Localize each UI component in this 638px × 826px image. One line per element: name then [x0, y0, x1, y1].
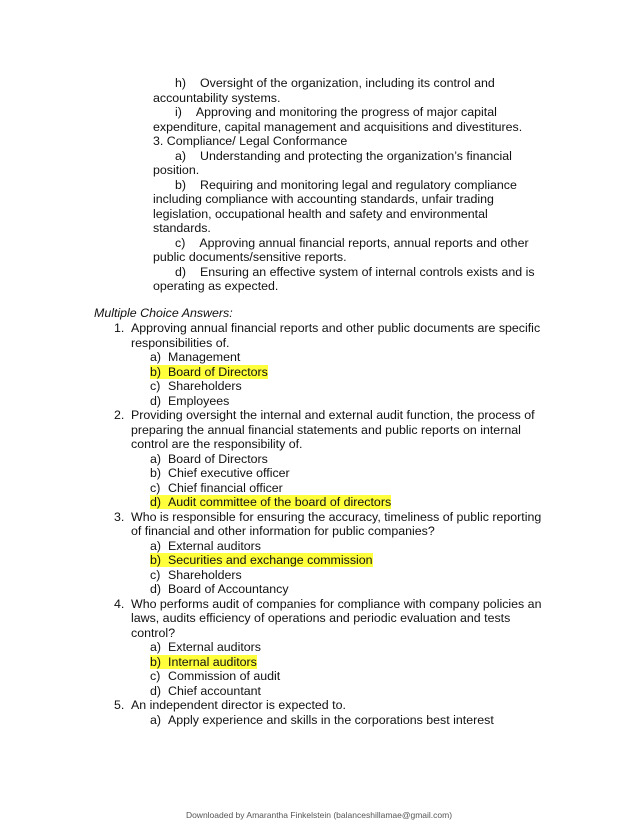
- upper-line: [153, 192, 553, 207]
- answer-option: [131, 350, 554, 365]
- line-text: position.: [153, 163, 200, 177]
- option-label: c): [150, 567, 161, 582]
- option-text: Shareholders: [168, 567, 242, 582]
- question-item: [94, 408, 554, 510]
- item-label: h): [175, 76, 187, 90]
- upper-line: [153, 91, 553, 106]
- multiple-choice-title: Multiple Choice Answers:: [94, 306, 233, 320]
- item-label: d): [175, 264, 187, 279]
- option-text: Board of Directors: [168, 364, 268, 379]
- option-label: b): [150, 364, 162, 379]
- question-list: [94, 321, 554, 727]
- line-text: public documents/sensitive reports.: [153, 250, 347, 264]
- answer-option: [131, 684, 554, 699]
- line-text: Understanding and protecting the organization’s financial: [200, 148, 512, 163]
- answer-option: [131, 466, 554, 481]
- item-label: a): [175, 148, 187, 163]
- option-label: a): [150, 640, 162, 654]
- correct-answer-option: [131, 365, 554, 380]
- upper-line: [153, 76, 553, 91]
- correct-answer-option: [131, 495, 554, 510]
- option-label: b): [150, 654, 162, 669]
- answer-option: [131, 568, 554, 583]
- option-list: [131, 640, 554, 698]
- item-label: i): [175, 105, 182, 119]
- item-label: c): [175, 235, 186, 250]
- line-text: accountability systems.: [153, 90, 281, 105]
- upper-line: [153, 250, 553, 265]
- answer-option: [131, 452, 554, 467]
- option-label: a): [150, 350, 162, 364]
- option-text: Board of Directors: [168, 451, 268, 466]
- option-label: a): [150, 451, 162, 466]
- upper-line: [153, 265, 553, 280]
- answer-option: [131, 481, 554, 496]
- line-text: Ensuring an effective system of internal controls exists and is: [200, 264, 535, 279]
- line-text: 3. Compliance/ Legal Conformance: [153, 134, 348, 148]
- line-text: standards.: [153, 221, 211, 235]
- option-list: [131, 713, 554, 728]
- option-text: Commission of audit: [168, 669, 281, 683]
- question-item: [94, 510, 554, 597]
- question-number: 2.: [114, 408, 125, 422]
- line-text: Approving annual financial reports, annual reports and other: [199, 235, 529, 250]
- option-label: d): [150, 495, 162, 509]
- option-label: c): [150, 379, 161, 393]
- answer-option: [131, 539, 554, 554]
- option-label: b): [150, 466, 162, 480]
- upper-line: [153, 120, 553, 135]
- upper-line: [153, 279, 553, 294]
- option-text: External auditors: [168, 640, 261, 654]
- line-text: legislation, occupational health and safety and environmental: [153, 206, 488, 221]
- option-text: Board of Accountancy: [168, 582, 289, 596]
- line-text: Approving and monitoring the progress of major capital: [195, 105, 497, 119]
- line-text: operating as expected.: [153, 279, 279, 293]
- item-label: b): [175, 177, 187, 192]
- answer-option: [131, 394, 554, 409]
- line-text: expenditure, capital management and acquisitions and divestitures.: [153, 119, 523, 134]
- upper-line: [153, 207, 553, 222]
- option-text: External auditors: [168, 538, 261, 553]
- question-text: Providing oversight the internal and external audit function, the process of preparing the annual financial statements and public reports on internal control are the responsibility of.: [131, 408, 535, 451]
- option-label: c): [150, 480, 161, 495]
- correct-answer-option: [131, 553, 554, 568]
- question-text: An independent director is expected to.: [131, 698, 346, 712]
- upper-line: [153, 221, 553, 236]
- option-list: [131, 539, 554, 597]
- answer-option: [131, 669, 554, 684]
- option-text: Chief executive officer: [168, 466, 290, 480]
- option-text: Apply experience and skills in the corporations best interest: [168, 712, 494, 727]
- option-text: Shareholders: [168, 379, 242, 393]
- correct-answer-option: [131, 655, 554, 670]
- line-text: including compliance with accounting standards, unfair trading: [153, 192, 494, 206]
- option-label: d): [150, 393, 162, 408]
- question-text: Approving annual financial reports and other public documents are specific responsibilities of.: [131, 321, 541, 350]
- option-text: Chief financial officer: [168, 480, 283, 495]
- line-text: Oversight of the organization, including its control and: [200, 76, 495, 90]
- option-list: [131, 350, 554, 408]
- answer-option: [131, 379, 554, 394]
- option-label: d): [150, 582, 162, 596]
- option-text: Audit committee of the board of directors: [168, 495, 392, 509]
- upper-line: [153, 149, 553, 164]
- option-text: Chief accountant: [168, 683, 261, 698]
- option-text: Management: [168, 350, 241, 364]
- question-item: [94, 698, 554, 727]
- question-number: 4.: [114, 596, 125, 611]
- option-list: [131, 452, 554, 510]
- upper-line: [153, 236, 553, 251]
- option-label: b): [150, 553, 162, 567]
- upper-line: [153, 178, 553, 193]
- upper-section: [153, 76, 553, 294]
- option-label: a): [150, 538, 162, 553]
- upper-line: [153, 134, 553, 149]
- line-text: Requiring and monitoring legal and regulatory compliance: [200, 177, 517, 192]
- option-text: Employees: [168, 393, 230, 408]
- option-label: d): [150, 683, 162, 698]
- question-item: [94, 321, 554, 408]
- option-label: c): [150, 669, 161, 683]
- question-text: Who performs audit of companies for compliance with company policies an laws, audits efficiency of operations and periodic evaluation and tests control?: [131, 596, 542, 640]
- question-number: 5.: [114, 698, 125, 712]
- question-text: Who is responsible for ensuring the accuracy, timeliness of public reporting of financial and other information for public companies?: [131, 509, 542, 538]
- option-text: Securities and exchange commission: [168, 553, 373, 567]
- upper-line: [153, 105, 553, 120]
- download-footer: Downloaded by Amarantha Finkelstein (balanceshillamae@gmail.com): [185, 810, 453, 820]
- option-text: Internal auditors: [168, 654, 257, 669]
- question-item: [94, 597, 554, 699]
- question-number: 3.: [114, 509, 125, 524]
- answer-option: [131, 582, 554, 597]
- answer-option: [131, 713, 554, 728]
- upper-line: [153, 163, 553, 178]
- question-number: 1.: [114, 321, 125, 335]
- option-label: a): [150, 712, 162, 727]
- answer-option: [131, 640, 554, 655]
